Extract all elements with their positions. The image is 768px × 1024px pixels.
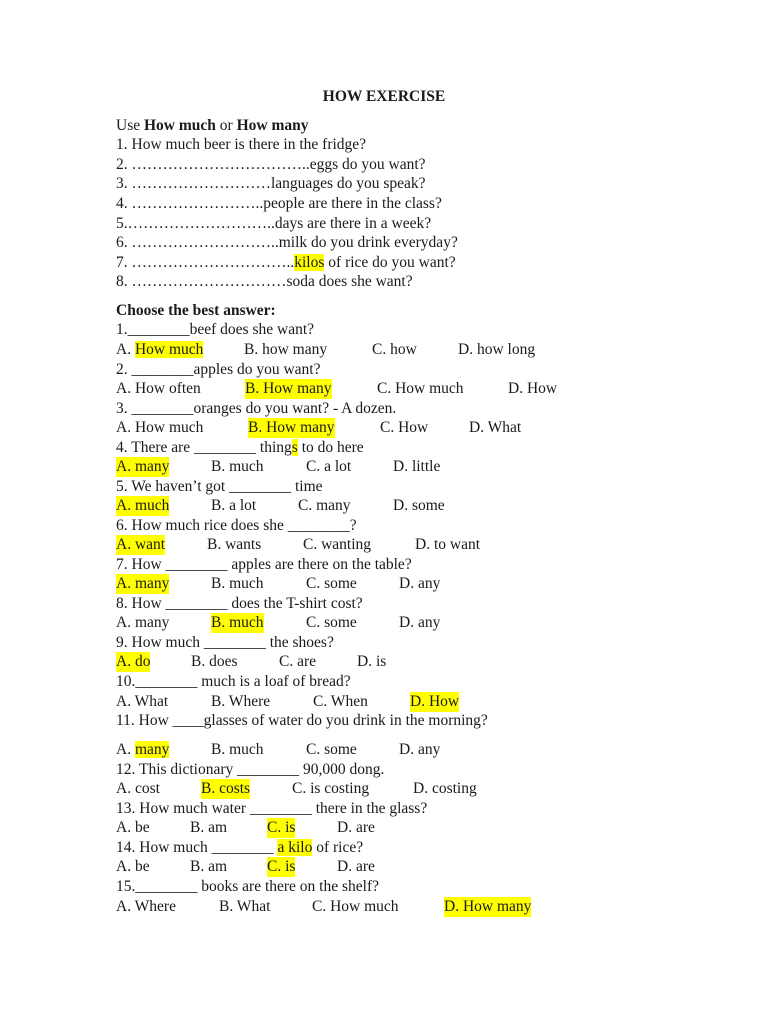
option-prefix: A.	[116, 741, 135, 758]
option-text: D. to want	[415, 536, 481, 553]
question	[116, 877, 379, 897]
question-text: 2. ________apples do you want?	[116, 361, 321, 378]
part1-item	[116, 194, 442, 214]
option-text: C. some	[306, 614, 357, 631]
option-text: B. am	[190, 858, 228, 875]
option-text: B. costs	[201, 780, 251, 797]
answer-option	[248, 418, 335, 438]
option-text: D. any	[399, 575, 441, 592]
question-text: 8. How ________ does the T-shirt cost?	[116, 595, 363, 612]
answer-option	[292, 779, 369, 799]
question-text: 10.________ much is a loaf of bread?	[116, 673, 351, 690]
question-text: 1.________beef does she want?	[116, 321, 315, 338]
option-text: A. How often	[116, 380, 201, 397]
answer-option	[116, 897, 176, 917]
answer-option	[116, 457, 169, 477]
item-text: 1. How much beer is there in the fridge?	[116, 136, 367, 153]
option-text: A. Where	[116, 898, 176, 915]
part1-instruction	[116, 116, 309, 136]
option-text: C. are	[279, 653, 317, 670]
instruction-or: or	[215, 117, 237, 134]
answer-option	[211, 613, 264, 633]
question-text: 7. How ________ apples are there on the table?	[116, 556, 412, 573]
question-text: to do here	[297, 439, 364, 456]
answer-option	[380, 418, 428, 438]
option-text: D. are	[337, 858, 375, 875]
answer-option	[116, 652, 150, 672]
option-text: A. do	[116, 653, 151, 670]
option-text: A. How much	[116, 419, 204, 436]
question-text: 11. How ____glasses of water do you drink in the morning?	[116, 712, 488, 729]
part1-item	[116, 233, 458, 253]
question	[116, 399, 396, 419]
question-text: 12. This dictionary ________ 90,000 dong.	[116, 761, 385, 778]
question	[116, 320, 314, 340]
option-text: A. cost	[116, 780, 160, 797]
question	[116, 360, 320, 380]
question-text: 15.________ books are there on the shelf?	[116, 878, 380, 895]
answer-option	[444, 897, 531, 917]
question-text: 5. We haven’t got ________ time	[116, 478, 323, 495]
instruction-how-much: How much	[143, 117, 216, 134]
answer-option	[298, 496, 351, 516]
answer-option	[211, 457, 264, 477]
option-text: A. be	[116, 858, 150, 875]
answer-option	[357, 652, 386, 672]
answer-option	[116, 574, 169, 594]
option-text: C. How	[380, 419, 429, 436]
answer-option	[279, 652, 316, 672]
answer-option	[267, 818, 295, 838]
question-text: 14. How much ________	[116, 839, 278, 856]
option-text: B. How many	[245, 380, 332, 397]
answer-option	[469, 418, 521, 438]
answer-option	[377, 379, 464, 399]
answer-option	[508, 379, 557, 399]
option-text: C. some	[306, 575, 357, 592]
answer-option	[190, 857, 227, 877]
answer-option	[303, 535, 371, 555]
option-text: A. many	[116, 458, 170, 475]
question	[116, 711, 488, 731]
option-text: B. much	[211, 614, 264, 631]
option-text: B. How many	[248, 419, 335, 436]
answer-option	[267, 857, 295, 877]
answer-option	[312, 897, 399, 917]
answer-option	[116, 418, 203, 438]
answer-option	[211, 692, 270, 712]
answer-option	[306, 613, 357, 633]
answer-option	[116, 340, 203, 360]
option-text: C. How much	[377, 380, 464, 397]
item-text: 3. ………………………languages do you speak?	[116, 175, 426, 192]
question	[116, 633, 334, 653]
option-text: C. some	[306, 741, 357, 758]
option-text: C. How much	[312, 898, 399, 915]
option-text: C. many	[298, 497, 351, 514]
question-text: a kilo	[277, 839, 313, 856]
instruction-how-many: How many	[236, 117, 309, 134]
question-text: 3. ________oranges do you want? - A dozen.	[116, 400, 397, 417]
part1-item	[116, 155, 426, 175]
option-text: C. how	[372, 341, 417, 358]
answer-option	[116, 857, 150, 877]
answer-option	[415, 535, 480, 555]
question	[116, 594, 363, 614]
answer-option	[393, 496, 445, 516]
question-text: of rice?	[312, 839, 364, 856]
question-text: 6. How much rice does she ________?	[116, 517, 357, 534]
question	[116, 760, 384, 780]
question	[116, 438, 364, 458]
option-text: B. am	[190, 819, 228, 836]
option-text: D. What	[469, 419, 522, 436]
answer-option	[207, 535, 261, 555]
item-text: kilos	[294, 254, 325, 271]
question	[116, 477, 323, 497]
option-text: D. little	[393, 458, 441, 475]
answer-option	[116, 496, 169, 516]
option-text: B. wants	[207, 536, 262, 553]
option-text: B. What	[219, 898, 271, 915]
item-text: 5.………………………..days are there in a week?	[116, 215, 432, 232]
answer-option	[413, 779, 477, 799]
option-text: C. is	[267, 858, 296, 875]
answer-option	[191, 652, 238, 672]
option-text: D. are	[337, 819, 375, 836]
part1-item	[116, 174, 426, 194]
option-text: B. much	[211, 741, 264, 758]
item-text: 2. ……………………………..eggs do you want?	[116, 156, 426, 173]
option-prefix: A.	[116, 341, 135, 358]
question-text: 13. How much water ________ there in the glass?	[116, 800, 428, 817]
item-text: of rice do you want?	[324, 254, 456, 271]
answer-option	[393, 457, 440, 477]
option-text: D. how long	[458, 341, 536, 358]
question	[116, 799, 427, 819]
option-text: many	[134, 741, 170, 758]
option-text: A. many	[116, 575, 170, 592]
answer-option	[399, 574, 440, 594]
answer-option	[116, 740, 169, 760]
option-text: How much	[134, 341, 204, 358]
instruction-text: Use	[116, 117, 144, 134]
answer-option	[211, 574, 264, 594]
answer-option	[211, 496, 256, 516]
answer-option	[245, 379, 332, 399]
option-text: D. is	[357, 653, 387, 670]
answer-option	[211, 740, 264, 760]
option-text: D. How many	[444, 898, 532, 915]
answer-option	[116, 692, 168, 712]
option-text: C. is	[267, 819, 296, 836]
option-text: D. any	[399, 614, 441, 631]
option-text: A. many	[116, 614, 170, 631]
item-text: 4. ……………………..people are there in the class?	[116, 195, 442, 212]
option-text: D. any	[399, 741, 441, 758]
answer-option	[306, 740, 357, 760]
item-text: 6. ………………………..milk do you drink everyday?	[116, 234, 458, 251]
answer-option	[306, 457, 351, 477]
option-text: C. is costing	[292, 780, 370, 797]
answer-option	[219, 897, 270, 917]
answer-option	[399, 740, 440, 760]
page-title: HOW EXERCISE	[322, 88, 446, 105]
answer-option	[190, 818, 227, 838]
option-text: C. When	[313, 693, 368, 710]
answer-option	[337, 857, 375, 877]
answer-option	[116, 779, 160, 799]
option-text: A. What	[116, 693, 169, 710]
option-text: B. a lot	[211, 497, 257, 514]
part1-item	[116, 214, 431, 234]
option-text: D. How	[508, 380, 558, 397]
question-text: 9. How much ________ the shoes?	[116, 634, 334, 651]
option-text: B. Where	[211, 693, 271, 710]
question-text: 4. There are ________ thing	[116, 439, 292, 456]
answer-option	[244, 340, 327, 360]
option-text: D. some	[393, 497, 445, 514]
answer-option	[116, 535, 165, 555]
option-text: A. want	[116, 536, 166, 553]
option-text: D. How	[410, 693, 460, 710]
question	[116, 672, 351, 692]
option-text: B. does	[191, 653, 238, 670]
item-text: 8. …………………………soda does she want?	[116, 273, 413, 290]
answer-option	[313, 692, 368, 712]
answer-option	[201, 779, 250, 799]
option-text: C. wanting	[303, 536, 372, 553]
question	[116, 516, 357, 536]
answer-option	[337, 818, 375, 838]
answer-option	[372, 340, 417, 360]
answer-option	[306, 574, 357, 594]
item-text: 7. …………………………..	[116, 254, 295, 271]
answer-option	[399, 613, 440, 633]
question-text: s	[291, 439, 298, 456]
option-text: C. a lot	[306, 458, 352, 475]
option-text: B. much	[211, 575, 264, 592]
answer-option	[116, 379, 201, 399]
option-text: A. much	[116, 497, 170, 514]
part1-item	[116, 272, 413, 292]
option-text: D. costing	[413, 780, 477, 797]
part1-item	[116, 253, 456, 273]
answer-option	[458, 340, 535, 360]
part1-item	[116, 135, 366, 155]
question	[116, 555, 412, 575]
option-text: B. much	[211, 458, 264, 475]
answer-option	[410, 692, 459, 712]
part2-heading: Choose the best answer:	[116, 302, 276, 319]
question	[116, 838, 363, 858]
option-text: B. how many	[244, 341, 328, 358]
answer-option	[116, 613, 169, 633]
option-text: A. be	[116, 819, 150, 836]
answer-option	[116, 818, 150, 838]
